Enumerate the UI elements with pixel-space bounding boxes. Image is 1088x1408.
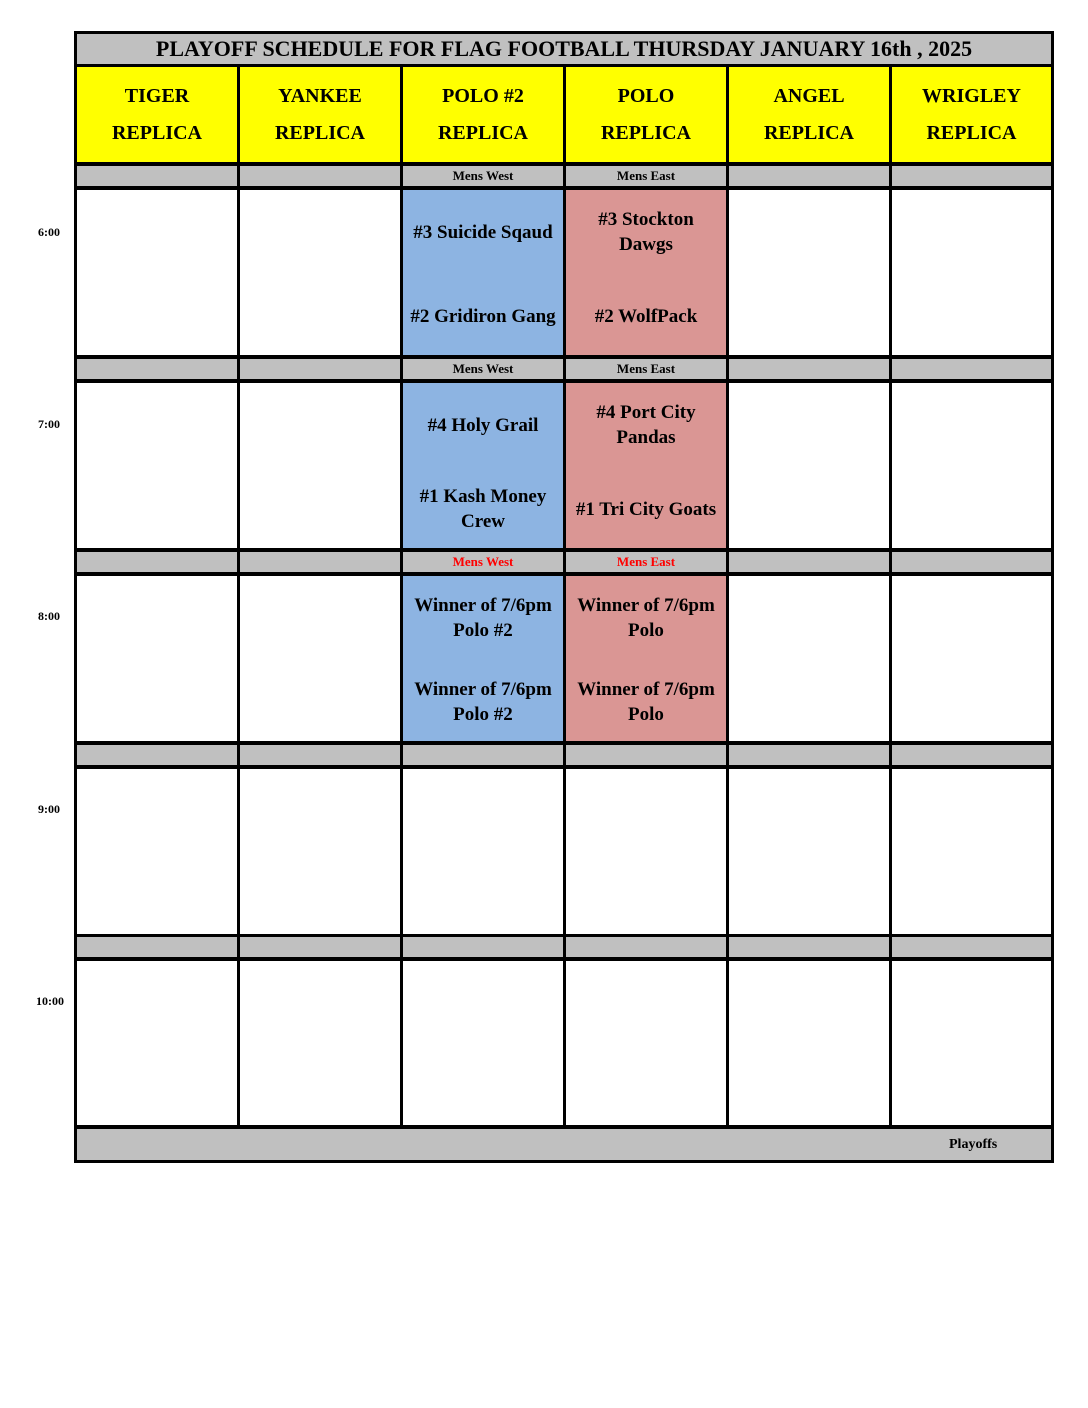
game-slot-empty: [240, 576, 400, 741]
game-slot-mens-east: [566, 383, 726, 548]
game-slot-empty: [892, 190, 1051, 355]
game-slot-empty: [729, 769, 889, 934]
field-name: POLO #2: [442, 84, 524, 107]
division-band: [729, 166, 889, 186]
division-band-mens-west: Mens West: [403, 359, 563, 379]
game-slot-mens-west: [403, 576, 563, 741]
team-top: #3 Suicide Sqaud: [413, 221, 553, 243]
time-label-9: 9:00: [38, 802, 60, 816]
game-slot-empty: [240, 190, 400, 355]
field-header-polo: [566, 67, 726, 162]
game-slot-empty: [240, 769, 400, 934]
division-band-mens-east: Mens East: [566, 359, 726, 379]
game-slot-empty: [240, 961, 400, 1125]
division-band: [240, 937, 400, 957]
schedule-footer: [77, 1129, 1051, 1160]
team-bottom: Winner of 7/6pm Polo #2: [414, 679, 552, 725]
division-band: [566, 937, 726, 957]
division-band: [403, 745, 563, 765]
team-bottom: #2 Gridiron Gang: [410, 305, 556, 327]
division-band: [729, 745, 889, 765]
game-slot-empty: [892, 576, 1051, 741]
time-label-8: 8:00: [38, 609, 60, 623]
game-slot-empty: [77, 961, 237, 1125]
division-band: [892, 552, 1051, 572]
game-slot-mens-east: [566, 576, 726, 741]
team-bottom: #2 WolfPack: [594, 305, 698, 327]
division-band: [729, 552, 889, 572]
field-header-polo-2: [403, 67, 563, 162]
division-band: [566, 745, 726, 765]
schedule-title: PLAYOFF SCHEDULE FOR FLAG FOOTBALL THURSDAY JANUARY 16th , 2025: [77, 34, 1051, 64]
division-band: [729, 937, 889, 957]
division-band: [77, 745, 237, 765]
game-slot-empty: [566, 961, 726, 1125]
field-name: ANGEL: [773, 84, 845, 107]
time-label-10: 10:00: [36, 994, 64, 1008]
game-slot-empty: [403, 961, 563, 1125]
game-slot-empty: [892, 383, 1051, 548]
team-top: #4 Port City Pandas: [596, 402, 696, 448]
division-band-mens-east: Mens East: [566, 552, 726, 572]
team-bottom: #1 Tri City Goats: [575, 498, 717, 520]
field-sub: REPLICA: [600, 121, 691, 144]
division-band: [892, 937, 1051, 957]
game-slot-empty: [892, 769, 1051, 934]
division-band: [77, 937, 237, 957]
field-name: TIGER: [124, 84, 190, 107]
game-slot-empty: [77, 383, 237, 548]
field-header-wrigley: [892, 67, 1051, 162]
game-slot-empty: [240, 383, 400, 548]
division-band: [240, 359, 400, 379]
team-bottom: Winner of 7/6pm Polo: [577, 679, 715, 725]
field-name: POLO: [617, 84, 675, 107]
division-band: [892, 745, 1051, 765]
division-band: [892, 359, 1051, 379]
team-top: #3 Stockton Dawgs: [598, 209, 694, 255]
division-band-mens-east: Mens East: [566, 166, 726, 186]
division-band: [240, 745, 400, 765]
division-band: [403, 937, 563, 957]
field-sub: REPLICA: [437, 121, 528, 144]
field-name: WRIGLEY: [922, 84, 1021, 107]
division-band: [77, 166, 237, 186]
team-top: Winner of 7/6pm Polo: [577, 595, 715, 641]
game-slot-empty: [729, 961, 889, 1125]
time-label-6: 6:00: [38, 225, 60, 239]
footer-label: Playoffs: [949, 1136, 998, 1152]
field-header-angel: [729, 67, 889, 162]
game-slot-empty: [77, 190, 237, 355]
division-band: [77, 552, 237, 572]
game-slot-empty: [77, 769, 237, 934]
field-sub: REPLICA: [763, 121, 854, 144]
time-label-7: 7:00: [38, 417, 60, 431]
field-sub: REPLICA: [926, 121, 1017, 144]
game-slot-empty: [403, 769, 563, 934]
division-band: [240, 552, 400, 572]
team-bottom: #1 Kash Money Crew: [419, 486, 547, 532]
game-slot-empty: [729, 190, 889, 355]
game-slot-empty: [77, 576, 237, 741]
game-slot-mens-west: [403, 383, 563, 548]
game-slot-empty: [892, 961, 1051, 1125]
division-band: [892, 166, 1051, 186]
game-slot-empty: [566, 769, 726, 934]
field-name: YANKEE: [278, 84, 362, 107]
division-band: [240, 166, 400, 186]
division-band-mens-west: Mens West: [403, 552, 563, 572]
game-slot-mens-west: [403, 190, 563, 355]
schedule-grid: [74, 31, 1054, 1163]
division-band-mens-west: Mens West: [403, 166, 563, 186]
field-header-tiger: [77, 67, 237, 162]
game-slot-empty: [729, 383, 889, 548]
field-sub: REPLICA: [111, 121, 202, 144]
field-sub: REPLICA: [274, 121, 365, 144]
field-header-yankee: [240, 67, 400, 162]
division-band: [77, 359, 237, 379]
game-slot-mens-east: [566, 190, 726, 355]
division-band: [729, 359, 889, 379]
team-top: Winner of 7/6pm Polo #2: [414, 595, 552, 641]
game-slot-empty: [729, 576, 889, 741]
team-top: #4 Holy Grail: [427, 414, 539, 436]
